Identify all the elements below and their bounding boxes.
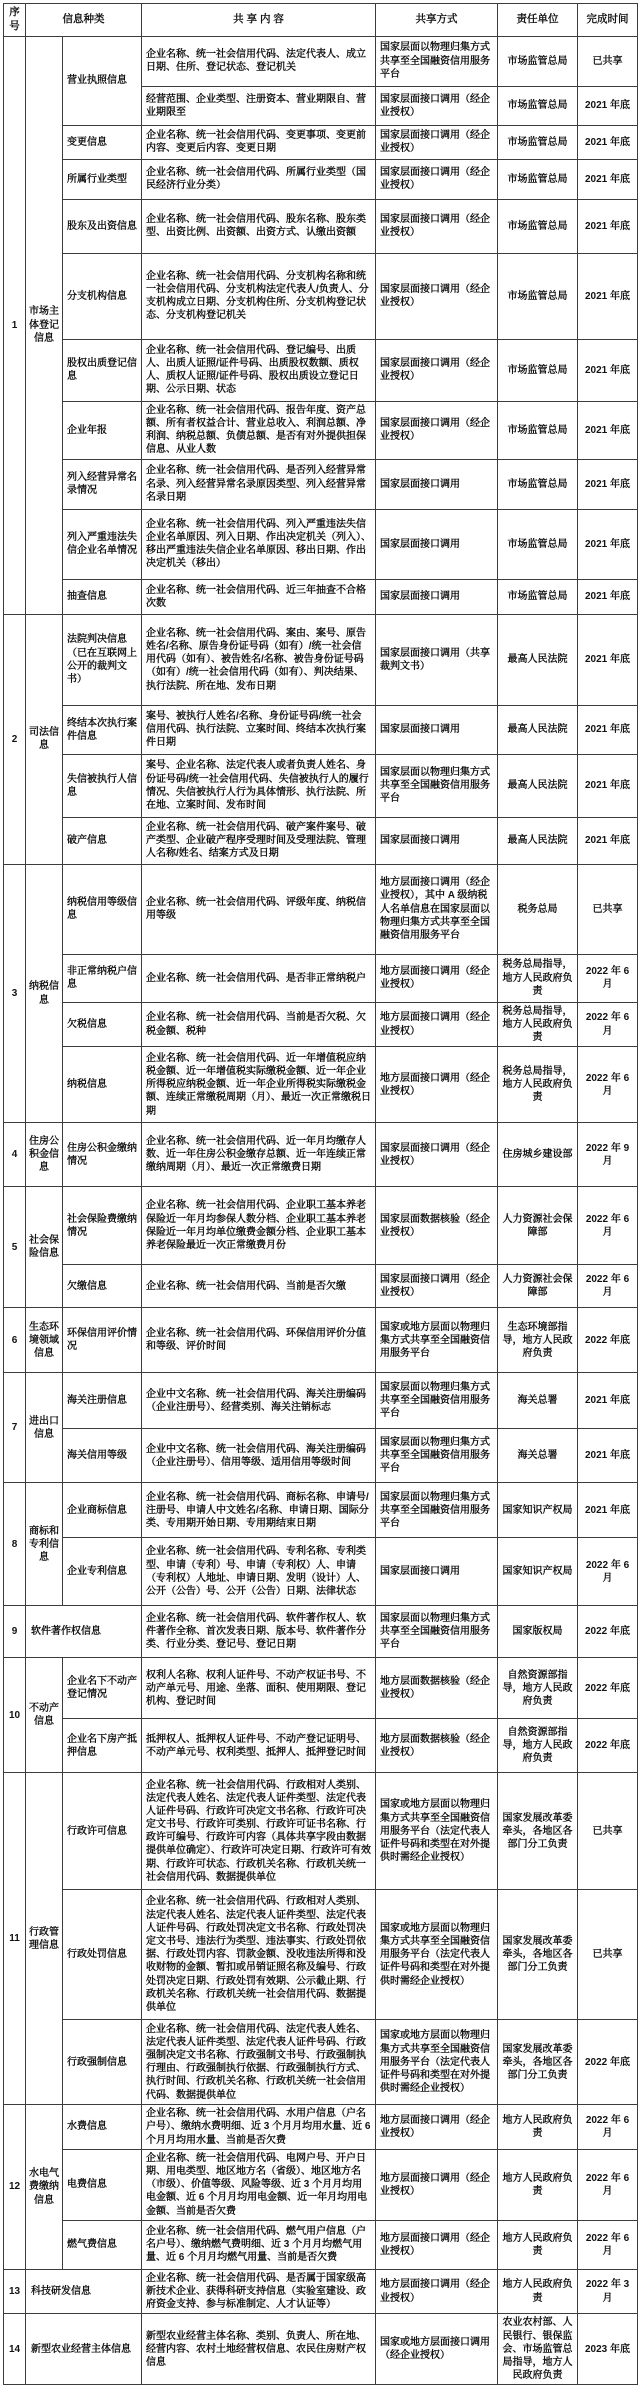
info-type-cell: 水费信息 — [63, 2105, 142, 2150]
share-method-cell: 国家层面接口调用 — [376, 705, 498, 754]
header-responsible-unit: 责任单位 — [498, 4, 578, 37]
share-content-cell: 企业名称、统一社会信用代码、案由、案号、原告姓名/名称、原告身份证号码（如有）/统一社会信用代码（如有）、被告姓名/名称、被告身份证号码（如有）/统一社会信用代码（如有）、判决结果、执行法院、所在地、发布日期 — [142, 614, 376, 705]
table-row — [4, 2105, 638, 2150]
table-row — [4, 253, 638, 339]
share-content-cell: 企业名称、统一社会信用代码、企业职工基本养老保险近一年月均参保人数分档、企业职工基本养老保险近一年月均单位缴费金额分档、企业职工基本养老保险最近一次正常缴费月份 — [142, 1187, 376, 1265]
responsible-unit-cell: 市场监管总局 — [498, 401, 578, 459]
info-type-cell: 社会保险费缴纳情况 — [63, 1187, 142, 1265]
share-content-cell: 抵押权人、抵押权人证件号、不动产登记证明号、不动产单元号、权利类型、抵押人、抵押登记时间 — [142, 1719, 376, 1773]
table-row — [4, 1308, 638, 1373]
info-type-cell: 所属行业类型 — [63, 159, 142, 199]
share-content-cell: 企业名称、统一社会信用代码、商标名称、申请号/注册号、申请人中文姓名/名称、申请日期、国际分类、专用期开始日期、专用期结束日期 — [142, 1483, 376, 1538]
share-method-cell: 国家或地方层面以物理归集方式共享至全国融资信用服务平台（法定代表人证件号码和类型在对外提供时需经企业授权） — [376, 1890, 498, 2020]
responsible-unit-cell: 市场监管总局 — [498, 36, 578, 86]
share-method-cell: 国家层面接口调用（经企业授权） — [376, 86, 498, 125]
responsible-unit-cell: 海关总署 — [498, 1373, 578, 1429]
table-row — [4, 2149, 638, 2220]
table-row — [4, 1187, 638, 1265]
row-number: 3 — [4, 864, 26, 1123]
share-content-cell: 企业名称、统一社会信用代码、破产案件案号、破产类型、企业破产程序受理时间及受理法院、管理人名称/姓名、结案方式及日期 — [142, 817, 376, 864]
table-row — [4, 1658, 638, 1719]
share-content-cell: 企业名称、统一社会信用代码、当前是否欠缴 — [142, 1265, 376, 1308]
completion-time-cell: 2021 年底 — [578, 705, 638, 754]
completion-time-cell: 2021 年底 — [578, 1483, 638, 1538]
share-method-cell: 国家层面接口调用（经企业授权） — [376, 159, 498, 199]
header-completion-time: 完成时间 — [578, 4, 638, 37]
table-row — [4, 2269, 638, 2314]
share-method-cell: 地方层面接口调用（经企业授权） — [376, 1002, 498, 1047]
share-content-cell: 权利人名称、权利人证件号、不动产权证书号、不动产单元号、用途、坐落、面积、使用期限、登记机构、登记时间 — [142, 1658, 376, 1719]
table-row — [4, 614, 638, 705]
row-number: 7 — [4, 1373, 26, 1483]
row-number: 1 — [4, 36, 26, 614]
responsible-unit-cell: 税务总局指导，地方人民政府负责 — [498, 1047, 578, 1123]
info-category-label: 进出口信息 — [26, 1373, 63, 1483]
info-category-label: 商标和专利信息 — [26, 1483, 63, 1606]
completion-time-cell: 已共享 — [578, 1890, 638, 2020]
completion-time-cell: 2021 年底 — [578, 159, 638, 199]
share-method-cell: 国家层面接口调用（经企业授权） — [376, 1265, 498, 1308]
share-method-cell: 国家层面接口调用 — [376, 579, 498, 614]
responsible-unit-cell: 最高人民法院 — [498, 614, 578, 705]
share-method-cell: 地方层面数据核验（经企业授权） — [376, 1719, 498, 1773]
completion-time-cell: 2021 年底 — [578, 401, 638, 459]
share-content-cell: 企业名称、统一社会信用代码、分支机构名称和统一社会信用代码、分支机构法定代表人/负责人、分支机构成立日期、分支机构住所、分支机构登记状态、分支机构登记机关 — [142, 253, 376, 339]
table-row — [4, 1890, 638, 2020]
share-content-cell: 企业名称、统一社会信用代码、近一年月均缴存人数、近一年住房公积金缴存总额、近一年连续正常缴纳周期（月）、最近一次正常缴费日期 — [142, 1123, 376, 1187]
completion-time-cell: 2022 年底 — [578, 2020, 638, 2105]
info-type-cell: 非正常纳税户信息 — [63, 954, 142, 1002]
table-row — [4, 579, 638, 614]
completion-time-cell: 已共享 — [578, 36, 638, 86]
info-type-cell: 海关注册信息 — [63, 1373, 142, 1429]
info-type-cell: 营业执照信息 — [63, 36, 142, 125]
share-content-cell: 企业名称、统一社会信用代码、专利名称、专利类型、申请（专利）号、申请（专利权）人、申请（专利权）人地址、申请日期、发明（设计）人、公开（公告）号、公开（公告）日期、法律状态 — [142, 1538, 376, 1606]
info-category-label: 纳税信息 — [26, 864, 63, 1123]
share-content-cell: 企业名称、统一社会信用代码、法定代表人、成立日期、住所、登记状态、登记机关 — [142, 36, 376, 86]
table-row — [4, 1483, 638, 1538]
info-type-cell: 股东及出资信息 — [63, 199, 142, 253]
share-method-cell: 国家层面以物理归集方式共享至全国融资信用服务平台 — [376, 1373, 498, 1429]
row-number: 10 — [4, 1658, 26, 1773]
row-number: 9 — [4, 1606, 26, 1658]
share-content-cell: 企业名称、统一社会信用代码、是否列入经营异常名录、列入经营异常名录原因类型、列入经营异常名录日期 — [142, 459, 376, 509]
responsible-unit-cell: 市场监管总局 — [498, 459, 578, 509]
share-content-cell: 企业名称、统一社会信用代码、是否属于国家级高新技术企业、获得科研支持信息（实验室建设、政府资金支持、参与标准制定、人才认证等） — [142, 2269, 376, 2314]
completion-time-cell: 2022 年 6 月 — [578, 2220, 638, 2269]
table-row — [4, 1123, 638, 1187]
share-content-cell: 企业名称、统一社会信用代码、报告年度、资产总额、所有者权益合计、营业总收入、利润总额、净利润、纳税总额、负债总额、是否有对外提供担保信息、从业人数 — [142, 401, 376, 459]
share-method-cell: 国家层面数据核验（经企业授权） — [376, 1187, 498, 1265]
info-type-cell: 行政强制信息 — [63, 2020, 142, 2105]
completion-time-cell: 2021 年底 — [578, 1373, 638, 1429]
responsible-unit-cell: 自然资源部指导，地方人民政府负责 — [498, 1719, 578, 1773]
row-number: 8 — [4, 1483, 26, 1606]
share-method-cell: 国家层面以物理归集方式共享至全国融资信用服务平台 — [376, 1483, 498, 1538]
info-category-label: 水电气费缴纳信息 — [26, 2105, 63, 2270]
share-content-cell: 经营范围、企业类型、注册资本、营业期限自、营业期限至 — [142, 86, 376, 125]
row-number: 5 — [4, 1187, 26, 1308]
share-method-cell: 国家或地方层面接口调用（经企业授权） — [376, 2314, 498, 2385]
share-content-cell: 企业名称、统一社会信用代码、近三年抽查不合格次数 — [142, 579, 376, 614]
share-content-cell: 企业名称、统一社会信用代码、是否非正常纳税户 — [142, 954, 376, 1002]
header-share-method: 共享方式 — [376, 4, 498, 37]
completion-time-cell: 2022 年底 — [578, 1658, 638, 1719]
info-category-label: 行政管理信息 — [26, 1773, 63, 2105]
info-type-cell: 住房公积金缴纳情况 — [63, 1123, 142, 1187]
info-type-cell: 法院判决信息（已在互联网上公开的裁判文书） — [63, 614, 142, 705]
table-row — [4, 1373, 638, 1429]
share-content-cell: 企业中文名称、统一社会信用代码、海关注册编码（企业注册号）、信用等级、适用信用等级时间 — [142, 1429, 376, 1483]
info-type-cell: 抽查信息 — [63, 579, 142, 614]
share-content-cell: 企业名称、统一社会信用代码、当前是否欠税、欠税金额、税种 — [142, 1002, 376, 1047]
share-method-cell: 地方层面接口调用（经企业授权） — [376, 2220, 498, 2269]
share-method-cell: 地方层面接口调用（经企业授权） — [376, 2149, 498, 2220]
header-info-type: 信息种类 — [26, 4, 142, 37]
share-method-cell: 国家层面以物理归集方式共享至全国融资信用服务平台 — [376, 754, 498, 817]
completion-time-cell: 2021 年底 — [578, 817, 638, 864]
share-method-cell: 国家层面接口调用 — [376, 459, 498, 509]
share-content-cell: 企业名称、统一社会信用代码、股东名称、股东类型、出资比例、出资额、出资方式、认缴出资额 — [142, 199, 376, 253]
responsible-unit-cell: 地方人民政府负责 — [498, 2149, 578, 2220]
info-category-label: 社会保险信息 — [26, 1187, 63, 1308]
share-method-cell: 国家或地方层面以物理归集方式共享至全国融资信用服务平台（法定代表人证件号码和类型在对外提供时需经企业授权） — [376, 2020, 498, 2105]
info-type-cell: 分支机构信息 — [63, 253, 142, 339]
completion-time-cell: 2022 年 6 月 — [578, 1047, 638, 1123]
responsible-unit-cell: 税务总局指导，地方人民政府负责 — [498, 1002, 578, 1047]
row-number: 2 — [4, 614, 26, 864]
table-row — [4, 1429, 638, 1483]
table-row — [4, 2220, 638, 2269]
info-type-cell: 企业名下房产抵押信息 — [63, 1719, 142, 1773]
completion-time-cell: 2022 年 6 月 — [578, 2149, 638, 2220]
share-content-cell: 企业名称、统一社会信用代码、列入严重违法失信企业名单原因、列入日期、作出决定机关（列入）、移出严重违法失信企业名单原因、移出日期、作出决定机关（移出） — [142, 509, 376, 579]
info-category-label: 软件著作权信息 — [26, 1606, 142, 1658]
share-content-cell: 企业名称、统一社会信用代码、水用户信息（户名户号）、缴纳水费明细、近 3 个月月均用水量、近 6 个月月均用水量、当前是否欠费 — [142, 2105, 376, 2150]
share-method-cell: 地方层面接口调用（经企业授权） — [376, 2269, 498, 2314]
info-type-cell: 燃气费信息 — [63, 2220, 142, 2269]
table-body — [4, 36, 638, 2385]
responsible-unit-cell: 市场监管总局 — [498, 125, 578, 159]
responsible-unit-cell: 最高人民法院 — [498, 754, 578, 817]
responsible-unit-cell: 国家发展改革委牵头，各地区各部门分工负责 — [498, 1773, 578, 1890]
share-content-cell: 企业名称、统一社会信用代码、电网户号、开户日期、用电类型、地区地方名（省级）、地区地方名（市级）、价值等级、风险等级、近 3 个月月均用电金额、近 6 个月月均用电金额、近一年月均用电金额、当前是否欠费 — [142, 2149, 376, 2220]
row-number: 6 — [4, 1308, 26, 1373]
info-type-cell: 纳税信用等级信息 — [63, 864, 142, 954]
share-content-cell: 企业名称、统一社会信用代码、登记编号、出质人、出质人证照/证件号码、出质股权数额、质权人、质权人证照/证件号码、股权出质设立登记日期、公示日期、状态 — [142, 339, 376, 401]
table-row — [4, 705, 638, 754]
info-type-cell: 行政处罚信息 — [63, 1890, 142, 2020]
share-content-cell: 企业名称、统一社会信用代码、近一年增值税应纳税金额、近一年增值税实际缴税金额、近一年企业所得税应纳税金额、近一年企业所得税实际缴税金额、连续正常缴税周期（月）、最近一次正常缴税日期 — [142, 1047, 376, 1123]
share-content-cell: 案号、被执行人姓名/名称、身份证号码/统一社会信用代码、执行法院、立案时间、终结本次执行案件日期 — [142, 705, 376, 754]
completion-time-cell: 2021 年底 — [578, 1429, 638, 1483]
share-content-cell: 企业名称、统一社会信用代码、所属行业类型（国民经济行业分类） — [142, 159, 376, 199]
completion-time-cell: 2021 年底 — [578, 459, 638, 509]
share-content-cell: 企业名称、统一社会信用代码、软件著作权人、软件著作全称、首次发表日期、版本号、软件著作分类、行业分类、登记号、登记日期 — [142, 1606, 376, 1658]
info-category-label: 生态环境领域信息 — [26, 1308, 63, 1373]
info-type-cell: 股权出质登记信息 — [63, 339, 142, 401]
share-content-cell: 企业名称、统一社会信用代码、环保信用评价分值和等级、评价时间 — [142, 1308, 376, 1373]
completion-time-cell: 2021 年底 — [578, 253, 638, 339]
info-type-cell: 失信被执行人信息 — [63, 754, 142, 817]
info-sharing-table — [3, 3, 638, 2385]
completion-time-cell: 2022 年 6 月 — [578, 1187, 638, 1265]
share-method-cell: 国家层面接口调用（经企业授权） — [376, 253, 498, 339]
share-method-cell: 地方层面接口调用（经企业授权） — [376, 2105, 498, 2150]
responsible-unit-cell: 人力资源社会保障部 — [498, 1265, 578, 1308]
table-row — [4, 954, 638, 1002]
table-row — [4, 1719, 638, 1773]
responsible-unit-cell: 市场监管总局 — [498, 159, 578, 199]
info-type-cell: 海关信用等级 — [63, 1429, 142, 1483]
share-method-cell: 国家或地方层面以物理归集方式共享至全国融资信用服务平台（法定代表人证件号码和类型在对外提供时需经企业授权） — [376, 1773, 498, 1890]
responsible-unit-cell: 地方人民政府负责 — [498, 2105, 578, 2150]
share-method-cell: 国家层面以物理归集方式共享至全国融资信用服务平台 — [376, 36, 498, 86]
responsible-unit-cell: 税务总局指导，地方人民政府负责 — [498, 954, 578, 1002]
info-category-label: 新型农业经营主体信息 — [26, 2314, 142, 2385]
table-row — [4, 1538, 638, 1606]
share-method-cell: 地方层面接口调用（经企业授权），其中 A 级纳税人名单信息在国家层面以物理归集方式共享至全国融资信用服务平台 — [376, 864, 498, 954]
responsible-unit-cell: 市场监管总局 — [498, 86, 578, 125]
info-category-label: 不动产信息 — [26, 1658, 63, 1773]
responsible-unit-cell: 国家发展改革委牵头，各地区各部门分工负责 — [498, 1890, 578, 2020]
table-row — [4, 2314, 638, 2385]
responsible-unit-cell: 农业农村部、人民银行、银保监会、市场监管总局指导，地方人民政府负责 — [498, 2314, 578, 2385]
responsible-unit-cell: 最高人民法院 — [498, 705, 578, 754]
info-type-cell: 列入严重违法失信企业名单情况 — [63, 509, 142, 579]
completion-time-cell: 2022 年 6 月 — [578, 1538, 638, 1606]
completion-time-cell: 2021 年底 — [578, 509, 638, 579]
completion-time-cell: 2022 年底 — [578, 1606, 638, 1658]
responsible-unit-cell: 市场监管总局 — [498, 339, 578, 401]
completion-time-cell: 2022 年底 — [578, 1719, 638, 1773]
info-category-label: 市场主体登记信息 — [26, 36, 63, 614]
share-method-cell: 国家层面以物理归集方式共享至全国融资信用服务平台 — [376, 1429, 498, 1483]
info-type-cell: 电费信息 — [63, 2149, 142, 2220]
table-header-row — [4, 4, 638, 37]
responsible-unit-cell: 市场监管总局 — [498, 509, 578, 579]
completion-time-cell: 2022 年 6 月 — [578, 2105, 638, 2150]
info-type-cell: 企业商标信息 — [63, 1483, 142, 1538]
share-method-cell: 国家层面接口调用 — [376, 817, 498, 864]
completion-time-cell: 2021 年底 — [578, 86, 638, 125]
row-number: 11 — [4, 1773, 26, 2105]
table-row — [4, 2020, 638, 2105]
responsible-unit-cell: 市场监管总局 — [498, 253, 578, 339]
info-type-cell: 变更信息 — [63, 125, 142, 159]
table-row — [4, 459, 638, 509]
responsible-unit-cell: 国家版权局 — [498, 1606, 578, 1658]
row-number: 14 — [4, 2314, 26, 2385]
table-row — [4, 36, 638, 86]
completion-time-cell: 2022 年底 — [578, 1308, 638, 1373]
table-row — [4, 817, 638, 864]
info-category-label: 司法信息 — [26, 614, 63, 864]
info-type-cell: 环保信用评价情况 — [63, 1308, 142, 1373]
info-type-cell: 欠税信息 — [63, 1002, 142, 1047]
share-method-cell: 国家或地方层面以物理归集方式共享至全国融资信用服务平台 — [376, 1308, 498, 1373]
table-row — [4, 1002, 638, 1047]
completion-time-cell: 2021 年底 — [578, 579, 638, 614]
completion-time-cell: 2021 年底 — [578, 339, 638, 401]
share-method-cell: 国家层面接口调用（经企业授权） — [376, 401, 498, 459]
responsible-unit-cell: 自然资源部指导，地方人民政府负责 — [498, 1658, 578, 1719]
header-share-content: 共 享 内 容 — [142, 4, 376, 37]
completion-time-cell: 2021 年底 — [578, 199, 638, 253]
table-row — [4, 1265, 638, 1308]
share-content-cell: 企业名称、统一社会信用代码、法定代表人姓名、法定代表人证件类型、法定代表人证件号码、行政强制决定文书名称、行政强制文书号、行政强制执行理由、行政强制执行依据、行政强制执行方式、执行时间、行政机关名称、行政机关统一社会信用代码、数据提供单位 — [142, 2020, 376, 2105]
share-content-cell: 企业名称、统一社会信用代码、评级年度、纳税信用等级 — [142, 864, 376, 954]
table-row — [4, 1047, 638, 1123]
table-row — [4, 339, 638, 401]
completion-time-cell: 2022 年 6 月 — [578, 954, 638, 1002]
table-row — [4, 754, 638, 817]
share-method-cell: 国家层面接口调用（经企业授权） — [376, 339, 498, 401]
table-row — [4, 864, 638, 954]
share-content-cell: 企业名称、统一社会信用代码、变更事项、变更前内容、变更后内容、变更日期 — [142, 125, 376, 159]
table-row — [4, 401, 638, 459]
info-type-cell: 终结本次执行案件信息 — [63, 705, 142, 754]
table-row — [4, 1773, 638, 1890]
completion-time-cell: 2021 年底 — [578, 754, 638, 817]
table-row — [4, 509, 638, 579]
info-category-label: 住房公积金信息 — [26, 1123, 63, 1187]
share-method-cell: 地方层面接口调用（经企业授权） — [376, 954, 498, 1002]
completion-time-cell: 已共享 — [578, 1773, 638, 1890]
responsible-unit-cell: 市场监管总局 — [498, 579, 578, 614]
responsible-unit-cell: 住房城乡建设部 — [498, 1123, 578, 1187]
info-type-cell: 行政许可信息 — [63, 1773, 142, 1890]
share-method-cell: 国家层面以物理归集方式共享至全国融资信用服务平台 — [376, 1606, 498, 1658]
info-type-cell: 企业名下不动产登记情况 — [63, 1658, 142, 1719]
info-type-cell: 企业专利信息 — [63, 1538, 142, 1606]
share-content-cell: 企业名称、统一社会信用代码、行政相对人类别、法定代表人姓名、法定代表人证件类型、法定代表人证件号码、行政许可决定文书名称、行政许可决定文书号、行政许可类别、行政许可证书名称、行政许可编号、行政许可内容（具体共享字段由数据提供单位确定）、行政许可决定日期、行政许可有效期、行政许可状态、行政机关名称、行政机关统一社会信用代码、数据提供单位 — [142, 1773, 376, 1890]
responsible-unit-cell: 税务总局 — [498, 864, 578, 954]
responsible-unit-cell: 市场监管总局 — [498, 199, 578, 253]
info-type-cell: 欠缴信息 — [63, 1265, 142, 1308]
responsible-unit-cell: 最高人民法院 — [498, 817, 578, 864]
info-type-cell: 列入经营异常名录情况 — [63, 459, 142, 509]
table-row — [4, 199, 638, 253]
share-content-cell: 企业名称、统一社会信用代码、燃气用户信息（户名户号）、缴纳燃气费明细、近 3 个月月均燃气用量、近 6 个月月均燃气用量、当前是否欠费 — [142, 2220, 376, 2269]
completion-time-cell: 2022 年 3 月 — [578, 2269, 638, 2314]
share-content-cell: 企业中文名称、统一社会信用代码、海关注册编码（企业注册号）、经营类别、海关注销标志 — [142, 1373, 376, 1429]
share-method-cell: 国家层面接口调用（经企业授权） — [376, 1123, 498, 1187]
responsible-unit-cell: 地方人民政府负责 — [498, 2269, 578, 2314]
share-method-cell: 国家层面接口调用（经企业授权） — [376, 125, 498, 159]
share-content-cell: 新型农业经营主体名称、类别、负责人、所在地、经营内容、农村土地经营权信息、农民住房财产权信息 — [142, 2314, 376, 2385]
completion-time-cell: 2023 年底 — [578, 2314, 638, 2385]
info-type-cell: 纳税信息 — [63, 1047, 142, 1123]
share-method-cell: 地方层面数据核验（经企业授权） — [376, 1658, 498, 1719]
responsible-unit-cell: 生态环境部指导，地方人民政府负责 — [498, 1308, 578, 1373]
responsible-unit-cell: 人力资源社会保障部 — [498, 1187, 578, 1265]
table-row — [4, 125, 638, 159]
responsible-unit-cell: 海关总署 — [498, 1429, 578, 1483]
row-number: 13 — [4, 2269, 26, 2314]
table-row — [4, 1606, 638, 1658]
responsible-unit-cell: 地方人民政府负责 — [498, 2220, 578, 2269]
share-method-cell: 地方层面接口调用（经企业授权） — [376, 1047, 498, 1123]
share-method-cell: 国家层面接口调用（经企业授权） — [376, 199, 498, 253]
responsible-unit-cell: 国家知识产权局 — [498, 1483, 578, 1538]
row-number: 4 — [4, 1123, 26, 1187]
share-method-cell: 国家层面接口调用（共享裁判文书） — [376, 614, 498, 705]
completion-time-cell: 2021 年底 — [578, 614, 638, 705]
header-seq: 序号 — [4, 4, 26, 37]
table-row — [4, 159, 638, 199]
responsible-unit-cell: 国家发展改革委牵头，各地区各部门分工负责 — [498, 2020, 578, 2105]
row-number: 12 — [4, 2105, 26, 2270]
completion-time-cell: 已共享 — [578, 864, 638, 954]
completion-time-cell: 2021 年底 — [578, 125, 638, 159]
completion-time-cell: 2022 年 6 月 — [578, 1002, 638, 1047]
responsible-unit-cell: 国家知识产权局 — [498, 1538, 578, 1606]
share-method-cell: 国家层面接口调用 — [376, 509, 498, 579]
info-category-label: 科技研发信息 — [26, 2269, 142, 2314]
share-method-cell: 国家层面接口调用 — [376, 1538, 498, 1606]
share-content-cell: 企业名称、统一社会信用代码、行政相对人类别、法定代表人姓名、法定代表人证件类型、法定代表人证件号码、行政处罚决定文书名称、行政处罚决定文书号、违法行为类型、违法事实、行政处罚依据、行政处罚内容、罚款金额、没收违法所得和没收财物的金额、暂扣或吊销证照名称及编号、行政处罚决定日期、行政处罚有效期、公示截止期、行政机关名称、行政机关统一社会信用代码、数据提供单位 — [142, 1890, 376, 2020]
completion-time-cell: 2022 年 6 月 — [578, 1265, 638, 1308]
share-content-cell: 案号、企业名称、法定代表人或者负责人姓名、身份证号码/统一社会信用代码、失信被执行人的履行情况、失信被执行人行为具体情形、执行法院、所在地、立案时间、发布时间 — [142, 754, 376, 817]
info-type-cell: 企业年报 — [63, 401, 142, 459]
info-type-cell: 破产信息 — [63, 817, 142, 864]
completion-time-cell: 2022 年 9 月 — [578, 1123, 638, 1187]
